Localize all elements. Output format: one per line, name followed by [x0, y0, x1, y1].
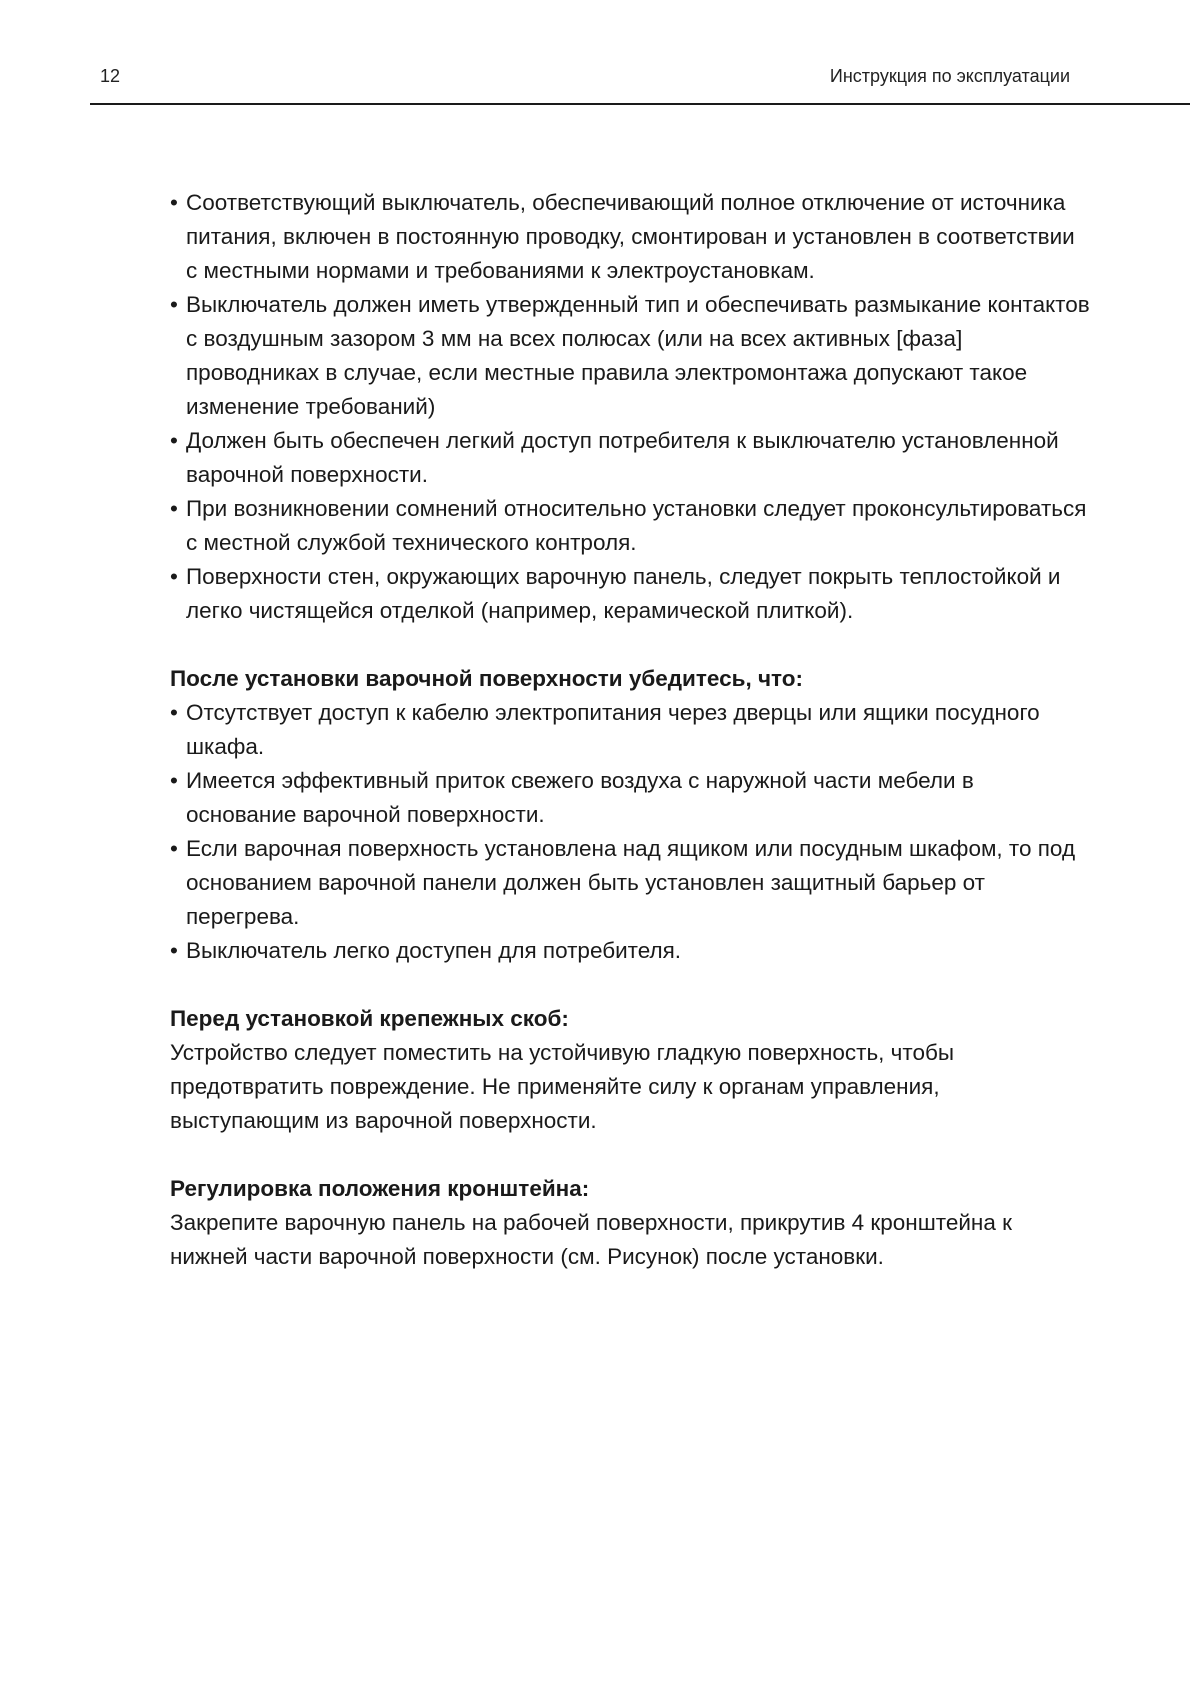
header-divider	[90, 103, 1190, 105]
list-item: • Поверхности стен, окружающих варочную панель, следует покрыть теплостойкой и легко чистящейся отделкой (например, керамической плиткой).	[170, 560, 1090, 628]
section-paragraph: Устройство следует поместить на устойчивую гладкую поверхность, чтобы предотвратить повреждение. Не применяйте силу к органам управления, выступающим из варочной поверхности.	[170, 1040, 955, 1133]
list-item: • При возникновении сомнений относительно установки следует проконсультироваться с местной службой технического контроля.	[170, 492, 1090, 560]
list-item: • Выключатель должен иметь утвержденный тип и обеспечивать размыкание контактов с воздушным зазором 3 мм на всех полюсах (или на всех активных [фаза] проводниках в случае, если местные правила электромонтажа допускают такое изменение требований)	[170, 288, 1090, 424]
intro-bullet-list	[170, 186, 1090, 628]
list-item: • Должен быть обеспечен легкий доступ потребителя к выключателю установленной варочной поверхности.	[170, 424, 1090, 492]
section-heading: После установки варочной поверхности убедитесь, что:	[170, 666, 803, 691]
list-item: • Отсутствует доступ к кабелю электропитания через дверцы или ящики посудного шкафа.	[170, 696, 1090, 764]
bracket-adjust-section	[170, 1172, 1090, 1274]
list-item: • Соответствующий выключатель, обеспечивающий полное отключение от источника питания, включен в постоянную проводку, смонтирован и установлен в соответствии с местными нормами и требованиями к электроустановкам.	[170, 186, 1090, 288]
page-content	[170, 186, 1090, 1274]
document-title: Инструкция по эксплуатации	[829, 66, 1070, 86]
before-brackets-section	[170, 1002, 1090, 1138]
list-item: • Выключатель легко доступен для потребителя.	[170, 934, 1090, 968]
page-header	[0, 0, 1190, 106]
list-item: • Если варочная поверхность установлена над ящиком или посудным шкафом, то под основанием варочной панели должен быть установлен защитный барьер от перегрева.	[170, 832, 1090, 934]
list-item: • Имеется эффективный приток свежего воздуха с наружной части мебели в основание варочной поверхности.	[170, 764, 1090, 832]
section-heading: Перед установкой крепежных скоб:	[170, 1006, 569, 1031]
after-install-bullet-list	[170, 696, 1090, 968]
section-paragraph: Закрепите варочную панель на рабочей поверхности, прикрутив 4 кронштейна к нижней части варочной поверхности (см. Рисунок) после установки.	[170, 1210, 1012, 1269]
section-heading: Регулировка положения кронштейна:	[170, 1176, 590, 1201]
page-number: 12	[100, 66, 121, 86]
after-install-section	[170, 662, 1090, 968]
